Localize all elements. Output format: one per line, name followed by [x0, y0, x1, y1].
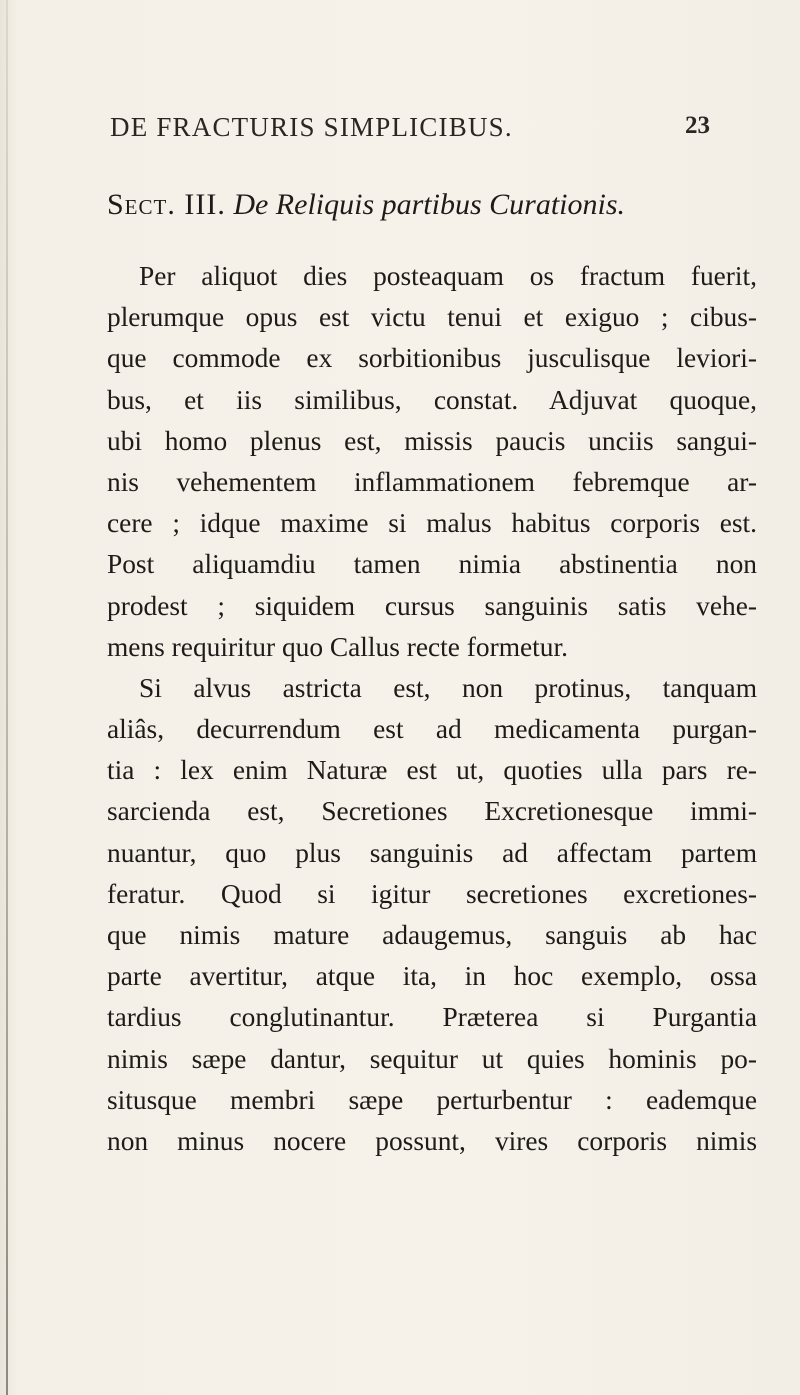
running-title: DE FRACTURIS SIMPLICIBUS. — [110, 112, 513, 142]
text-line: que nimis mature adaugemus, sanguis ab hac — [107, 920, 757, 950]
text-line: tia : lex enim Naturæ est ut, quoties ulla pars re- — [107, 755, 757, 786]
text-line: cere ; idque maxime si malus habitus corporis est. — [107, 508, 757, 539]
text-line: parte avertitur, atque ita, in hoc exemplo, ossa — [107, 961, 757, 992]
text-line: prodest ; siquidem cursus sanguinis satis vehe- — [107, 590, 757, 621]
text-line: nis vehementem inflammationem febremque ar- — [107, 466, 757, 497]
text-line: Post aliquamdiu tamen nimia abstinentia non — [107, 549, 757, 580]
text-line: feratur. Quod si igitur secretiones excretiones- — [107, 878, 757, 909]
running-head — [110, 112, 710, 152]
text-line: situsque membri sæpe perturbentur : eademque — [107, 1084, 757, 1115]
text-line: que commode ex sorbitionibus jusculisque leviori- — [107, 343, 757, 374]
text-line: sarcienda est, Secretiones Excretionesque immi- — [107, 796, 757, 827]
text-line: tardius conglutinantur. Præterea si Purgantia — [107, 1002, 757, 1033]
page-number: 23 — [685, 112, 710, 139]
text-line: nuantur, quo plus sanguinis ad affectam partem — [107, 837, 757, 868]
text-line: aliâs, decurrendum est ad medicamenta purgan- — [107, 714, 757, 745]
text-line: bus, et iis similibus, constat. Adjuvat quoque, — [107, 384, 757, 415]
body-text — [107, 256, 757, 1162]
section-heading — [107, 188, 747, 222]
text-line: non minus nocere possunt, vires corporis nimis — [107, 1125, 757, 1156]
page-binding-edge — [6, 0, 8, 1395]
text-line: plerumque opus est victu tenui et exiguo ; cibus- — [107, 302, 757, 333]
text-line: Si alvus astricta est, non protinus, tanquam — [139, 672, 757, 703]
section-label: Sect. III. — [107, 188, 226, 221]
section-title: De Reliquis partibus Curationis. — [233, 188, 626, 221]
text-line: ubi homo plenus est, missis paucis unciis sangui- — [107, 425, 757, 456]
text-line: mens requiritur quo Callus recte formetur. — [107, 631, 568, 662]
text-line: Per aliquot dies posteaquam os fractum fuerit, — [139, 261, 757, 291]
text-line: nimis sæpe dantur, sequitur ut quies hominis po- — [107, 1043, 757, 1074]
